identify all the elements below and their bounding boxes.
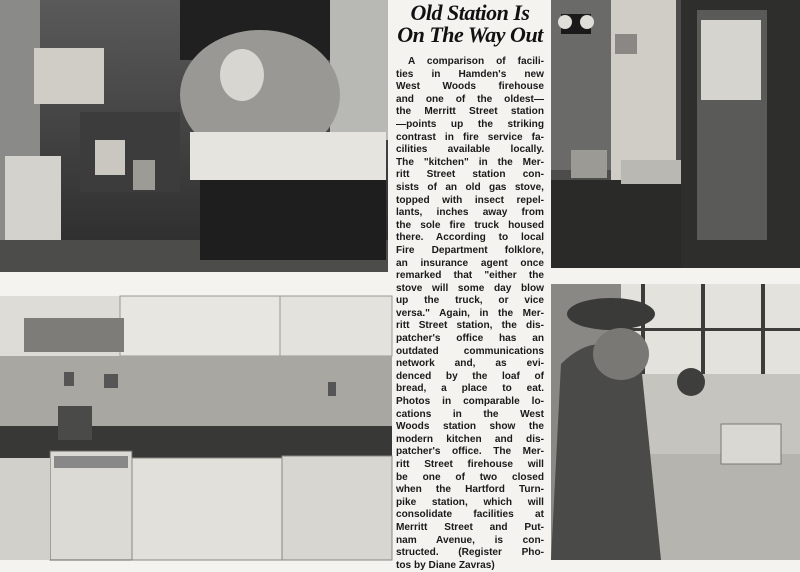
headline bbox=[395, 2, 545, 46]
article-body-line: —points up the striking bbox=[396, 118, 544, 130]
article-body-line: ritt Street station con- bbox=[396, 169, 544, 181]
article-body-line: be one of two closed bbox=[396, 471, 544, 483]
article-body-line: structed. (Register Pho- bbox=[396, 547, 544, 559]
article-body-line: the Merritt Street station bbox=[396, 106, 544, 118]
article-body-line: cations in the West bbox=[396, 408, 544, 420]
article-body-line: ritt Street station, the dis- bbox=[396, 320, 544, 332]
article-body-line: denced by the loaf of bbox=[396, 370, 544, 382]
article-body-line: Merritt Street and Put- bbox=[396, 521, 544, 533]
article-body-line: Fire Department folklore, bbox=[396, 244, 544, 256]
article-body-line: the sole fire truck housed bbox=[396, 219, 544, 231]
modern-dispatch-office-photo bbox=[551, 284, 800, 560]
article-body-line: an insurance agent once bbox=[396, 257, 544, 269]
article-body-line: there. According to local bbox=[396, 232, 544, 244]
article-body-line: ritt Street firehouse will bbox=[396, 459, 544, 470]
article-body-line: sists of an old gas stove, bbox=[396, 181, 544, 193]
article-body-line: modern kitchen and dis- bbox=[396, 433, 544, 445]
headline-line: Old Station Is bbox=[410, 0, 530, 25]
article-body-line: network and, as evi- bbox=[396, 358, 544, 370]
article-body-line: lants, inches away from bbox=[396, 207, 544, 219]
article-body-line: Woods station show the bbox=[396, 421, 544, 433]
article-body-line: A comparison of facili- bbox=[408, 56, 544, 67]
article-body-line: consolidate facilities at bbox=[396, 509, 544, 521]
article-body-line: Photos in comparable lo- bbox=[396, 396, 544, 408]
article-body-line: up the truck, or vice bbox=[396, 295, 544, 307]
article-body-line: tos by Diane Zavras) bbox=[396, 559, 495, 571]
article-body-line: ties in Hamden's new bbox=[396, 68, 544, 80]
article-body-line: outdated communications bbox=[396, 345, 544, 357]
article-body-line: stove will some day blow bbox=[396, 282, 544, 294]
article-body-line: cilities available locally. bbox=[396, 144, 544, 156]
article-body-line: remarked that "either the bbox=[396, 270, 544, 282]
old-kitchen-photo bbox=[0, 0, 388, 272]
article-body-line: bread, a place to eat. bbox=[396, 383, 544, 395]
article-body-line: patcher's office. The Mer- bbox=[396, 446, 544, 458]
article-body bbox=[395, 56, 545, 572]
article-body-line: contrast in fire service fa- bbox=[396, 131, 544, 143]
article-body-line: The "kitchen" in the Mer- bbox=[396, 156, 544, 168]
article-body-line: patcher's office has an bbox=[396, 333, 544, 345]
article-body-line: topped with insect repel- bbox=[396, 194, 544, 206]
old-dispatch-office-photo bbox=[551, 0, 800, 268]
article-body-line: pike station, which will bbox=[396, 496, 544, 508]
article-body-line: nam Avenue, is con- bbox=[396, 534, 544, 546]
article-body-line: when the Hartford Turn- bbox=[396, 484, 544, 496]
article-body-line: West Woods firehouse bbox=[396, 81, 544, 93]
article-body-line: and one of the oldest— bbox=[396, 93, 544, 105]
article-column bbox=[395, 0, 545, 571]
article-body-line: versa." Again, in the Mer- bbox=[396, 307, 544, 319]
modern-kitchen-photo bbox=[0, 296, 392, 560]
headline-line: On The Way Out bbox=[397, 22, 543, 47]
